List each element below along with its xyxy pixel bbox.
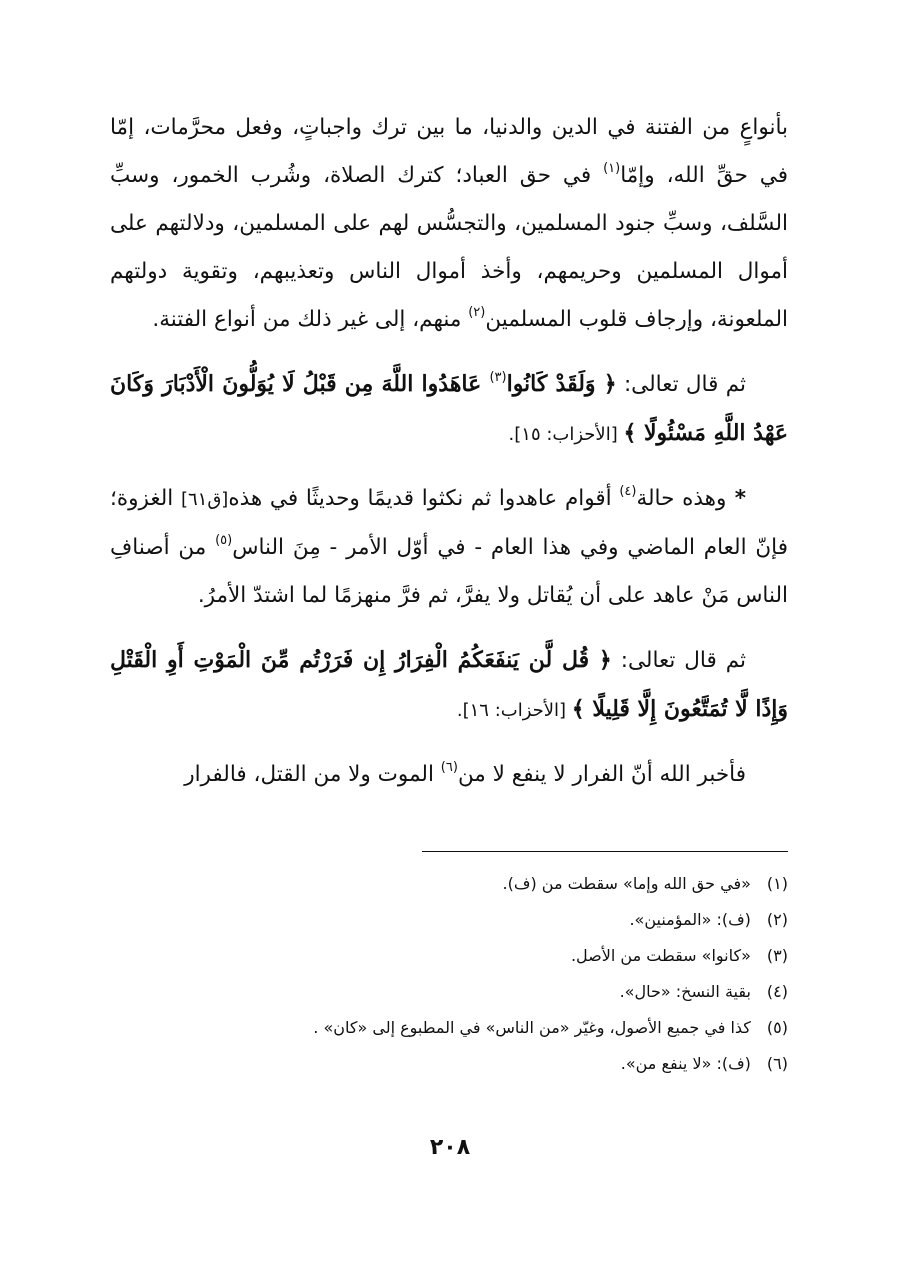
footnote-item bbox=[110, 866, 788, 902]
footnote-ref-4[interactable]: (٤) bbox=[619, 483, 637, 499]
text-run: ثم قال تعالى: bbox=[611, 648, 746, 673]
footnotes-list bbox=[110, 866, 788, 1082]
quran-verse: ﴿ وَلَقَدْ كَانُوا bbox=[506, 371, 617, 397]
text-run: في حق العباد؛ كترك الصلاة، وشُرب الخمور، وسبِّ السَّلف، وسبِّ جنود المسلمين، والتجسُّس لهم على المسلمين، ودلالتهم على أموال المسلمين وحريمهم، وأخذ أموال الناس وتعذيبهم، وتقوية دولتهم الملعونة، وإرجاف قلوب المسلمين bbox=[110, 163, 788, 332]
footnote-ref-6[interactable]: (٦) bbox=[440, 759, 458, 775]
footnote-item bbox=[110, 938, 788, 974]
footnote-text: «في حق الله وإما» سقطت من (ف). bbox=[502, 874, 751, 893]
footnote-text: (ف): «لا ينفع من». bbox=[620, 1054, 751, 1073]
footnote-number: (٦) bbox=[766, 1054, 788, 1073]
footnote-text: كذا في جميع الأصول، وغيّر «من الناس» في المطبوع إلى «كان» . bbox=[313, 1018, 751, 1037]
paragraph-3 bbox=[110, 475, 788, 620]
footnote-item bbox=[110, 974, 788, 1010]
footnote-number: (٥) bbox=[766, 1018, 788, 1037]
footnote-item bbox=[110, 1010, 788, 1046]
text-run: وهذه حالة bbox=[636, 486, 727, 511]
footnote-ref-1[interactable]: (١) bbox=[603, 160, 621, 176]
main-text bbox=[110, 104, 788, 815]
page-number: ٢٠٨ bbox=[429, 1135, 471, 1160]
paragraph-5 bbox=[110, 751, 788, 799]
text-run: من أصنافِ الناس مَنْ عاهد على أن يُقاتل ولا يفرَّ، ثم فرَّ منهزمًا لما اشتدّ الأمرُ. bbox=[110, 535, 788, 608]
footnote-text: (ف): «المؤمنين». bbox=[629, 910, 751, 929]
footnote-item bbox=[110, 902, 788, 938]
footnote-number: (٢) bbox=[766, 910, 788, 929]
paragraph-4-verse bbox=[110, 636, 788, 735]
quran-verse: ﴿ قُل لَّن يَنفَعَكُمُ الْفِرَارُ إِن فَرَرْتُم مِّنَ الْمَوْتِ أَوِ الْقَتْلِ وَإِذًا لَّا تُمَتَّعُونَ إِلَّا قَلِيلًا ﴾ bbox=[110, 647, 788, 722]
footnote-number: (٣) bbox=[766, 946, 788, 965]
footnote-divider bbox=[422, 851, 788, 852]
footnote-number: (١) bbox=[766, 874, 788, 893]
quran-verse: عَاهَدُوا اللَّهَ مِن قَبْلُ لَا يُوَلُّونَ الْأَدْبَارَ وَكَانَ عَهْدُ اللَّهِ مَسْئُولًا ﴾ bbox=[110, 371, 788, 446]
footnote-text: بقية النسخ: «حال». bbox=[619, 982, 751, 1001]
verse-reference: [الأحزاب: ١٥]. bbox=[508, 424, 624, 445]
verse-reference: [الأحزاب: ١٦]. bbox=[456, 700, 572, 721]
text-run: أقوام عاهدوا ثم نكثوا قديمًا وحديثًا في هذه bbox=[228, 486, 620, 511]
text-run: الغزوة؛ فإنّ العام الماضي وفي هذا العام - في أوّل الأمر - مِنَ الناس bbox=[110, 486, 789, 560]
footnote-item bbox=[110, 1046, 788, 1082]
paragraph-2-verse bbox=[110, 360, 788, 459]
footnote-ref-2[interactable]: (٢) bbox=[468, 304, 486, 320]
text-run: الموت ولا من القتل، فالفرار bbox=[184, 762, 441, 787]
text-run: منهم، إلى غير ذلك من أنواع الفتنة. bbox=[152, 307, 469, 332]
footnote-number: (٤) bbox=[766, 982, 788, 1001]
text-run: فأخبر الله أنّ الفرار لا ينفع لا من bbox=[457, 762, 746, 787]
asterisk-marker: * bbox=[726, 486, 746, 511]
text-run: ثم قال تعالى: bbox=[616, 372, 746, 397]
footnote-ref-5[interactable]: (٥) bbox=[215, 532, 233, 548]
footnote-text: «كانوا» سقطت من الأصل. bbox=[570, 946, 751, 965]
footnote-ref-3[interactable]: (٣) bbox=[489, 369, 507, 385]
text-run: بأنواعٍ من الفتنة في الدين والدنيا، ما بين ترك واجباتٍ، وفعل محرَّمات، إمّا في حقِّ الله، وإمّا bbox=[110, 115, 788, 188]
paragraph-1 bbox=[110, 104, 788, 344]
manuscript-page-ref: [ق٦١] bbox=[180, 489, 229, 510]
